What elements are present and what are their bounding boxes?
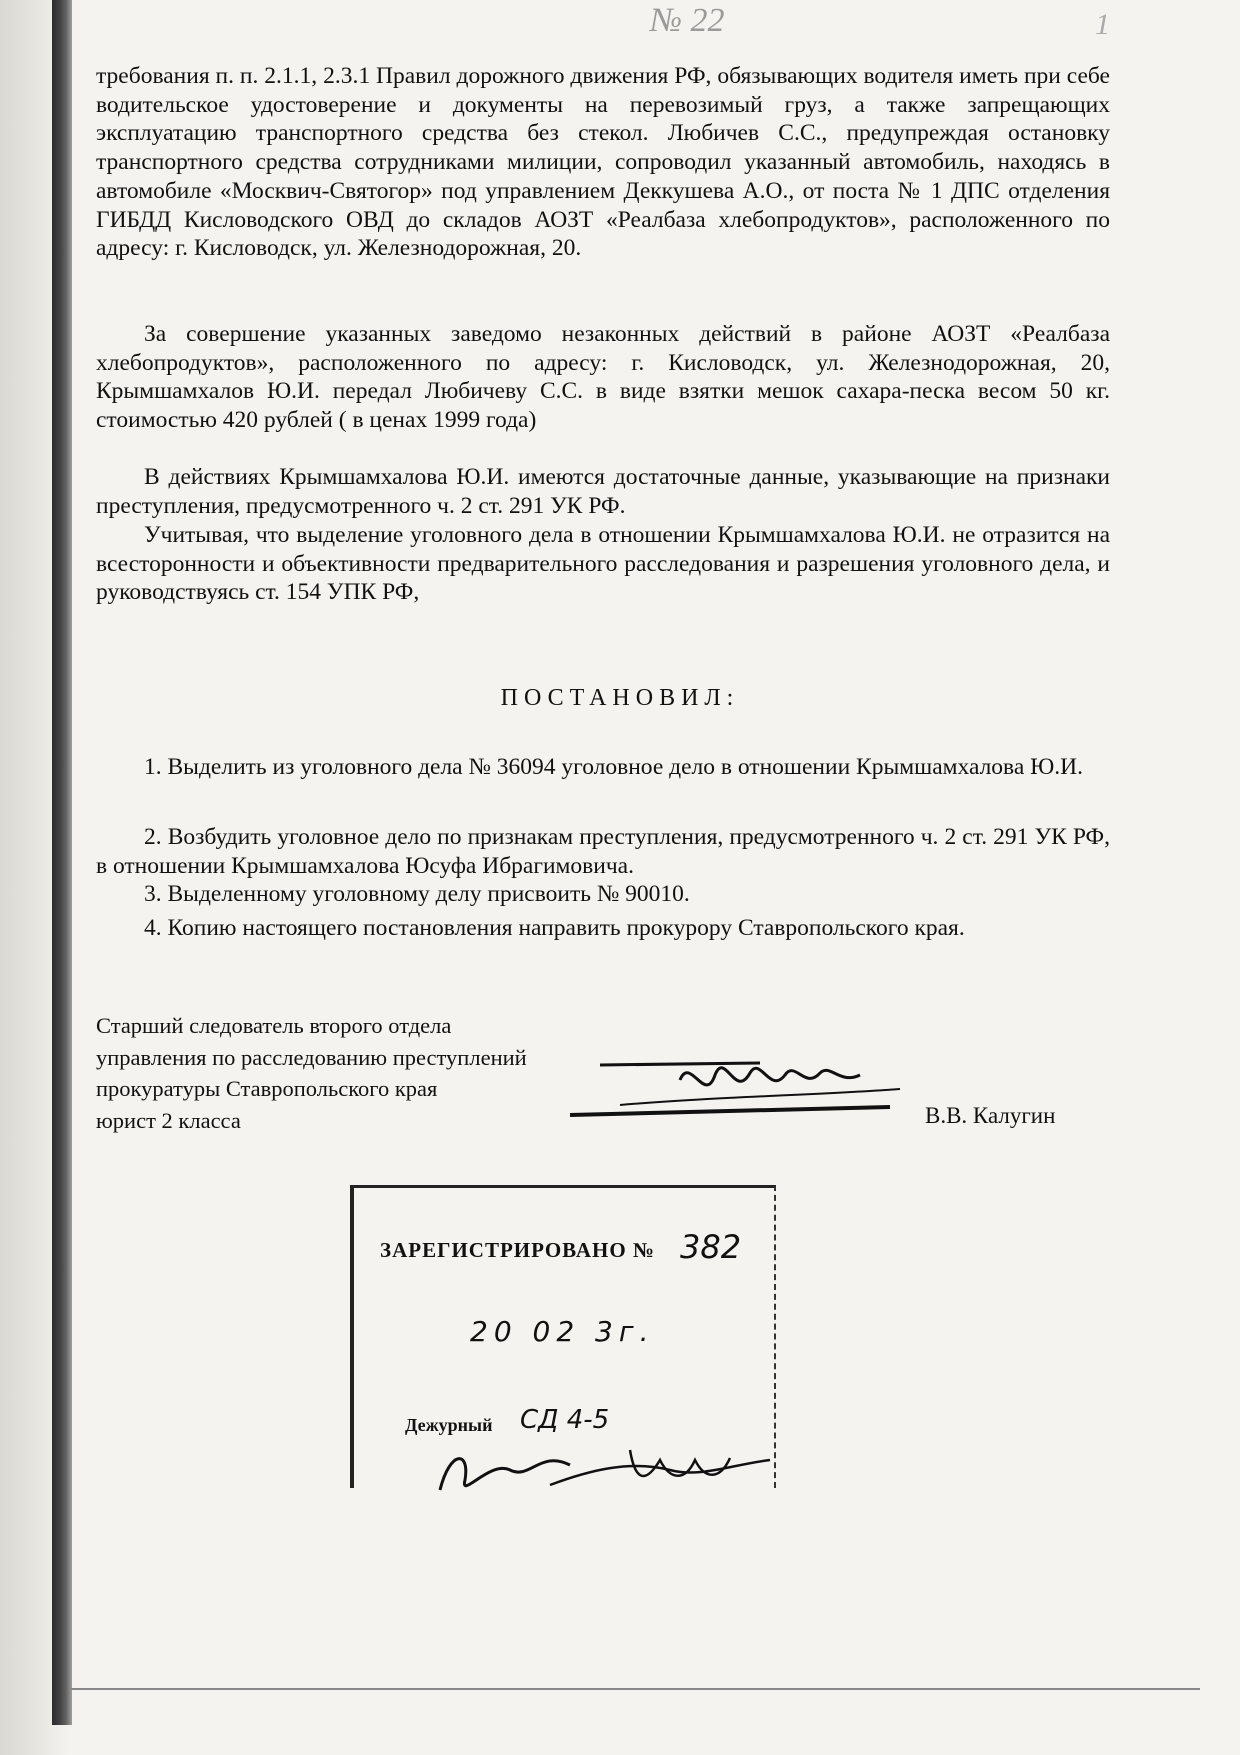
- stamp-duty-handwritten: СД 4-5: [520, 1405, 610, 1435]
- signatory-line-2: управления по расследованию преступлений: [96, 1044, 527, 1070]
- signatory-line-3: прокуратуры Ставропольского края: [96, 1076, 438, 1101]
- scan-shadow-bar: [52, 0, 72, 1725]
- paragraph-2: За совершение указанных заведомо незаконных действий в районе АОЗТ «Реалбаза хлебопродуктов», расположенного по адресу: г. Кисловодск, ул. Железнодорожная, 20, Крымшамхалов Ю.И. передал Любичеву С.С. в виде взятки мешок сахара-песка весом 50 кг. стоимостью 420 рублей ( в ценах 1999 года): [96, 321, 1110, 434]
- stamp-duty-label: Дежурный: [405, 1415, 493, 1435]
- handwritten-corner-mark: 1: [1095, 8, 1110, 41]
- paragraph-4: Учитывая, что выделение уголовного дела в отношении Крымшамхалова Ю.И. не отразится на всесторонности и объективности предварительного расследования и разрешения уголовного дела, и руководствуясь ст. 154 УПК РФ,: [96, 522, 1110, 606]
- paragraph-1: требования п. п. 2.1.1, 2.3.1 Правил дорожного движения РФ, обязывающих водителя иметь при себе водительское удостоверение и документы на перевозимый груз, а также запрещающих эксплуатацию транспортного средства без стекол. Любичев С.С., предупреждая остановку транспортного средства сотрудниками милиции, сопроводил указанный автомобиль, находясь в автомобиле «Москвич-Святогор» под управлением Деккушева А.О., от поста № 1 ДПС отделения ГИБДД Кисловодского ОВД до складов АОЗТ «Реалбаза хлебопродуктов», расположенного по адресу: г. Кисловодск, ул. Железнодорожная, 20.: [96, 63, 1110, 262]
- signatory-line-4: юрист 2 класса: [96, 1107, 241, 1133]
- bottom-rule: [70, 1688, 1200, 1690]
- stamp-number: 382: [680, 1228, 742, 1266]
- handwritten-page-mark: № 22: [650, 2, 725, 39]
- signatory-name: В.В. Калугин: [925, 1103, 1056, 1128]
- stamp-date: 20 02 3г.: [470, 1315, 655, 1348]
- decision-heading: ПОСТАНОВИЛ:: [500, 685, 740, 711]
- paragraph-3: В действиях Крымшамхалова Ю.И. имеются достаточные данные, указывающие на признаки преступления, предусмотренного ч. 2 ст. 291 УК РФ.: [96, 464, 1110, 519]
- resolution-3: 3. Выделенному уголовному делу присвоить № 90010.: [144, 881, 690, 907]
- duty-officer-signature: [430, 1440, 790, 1510]
- signatory-line-1: Старший следователь второго отдела: [96, 1013, 452, 1038]
- handwritten-signature: [560, 1045, 940, 1125]
- resolution-4: 4. Копию настоящего постановления направить прокурору Ставропольского края.: [144, 915, 965, 941]
- resolution-1: 1. Выделить из уголовного дела № 36094 уголовное дело в отношении Крымшамхалова Ю.И.: [144, 754, 1084, 780]
- stamp-title: ЗАРЕГИСТРИРОВАНО №: [380, 1238, 656, 1262]
- resolution-2: 2. Возбудить уголовное дело по признакам преступления, предусмотренного ч. 2 ст. 291 УК РФ, в отношении Крымшамхалова Юсуфа Ибрагимовича.: [96, 824, 1110, 879]
- signatory-block: [96, 1010, 527, 1136]
